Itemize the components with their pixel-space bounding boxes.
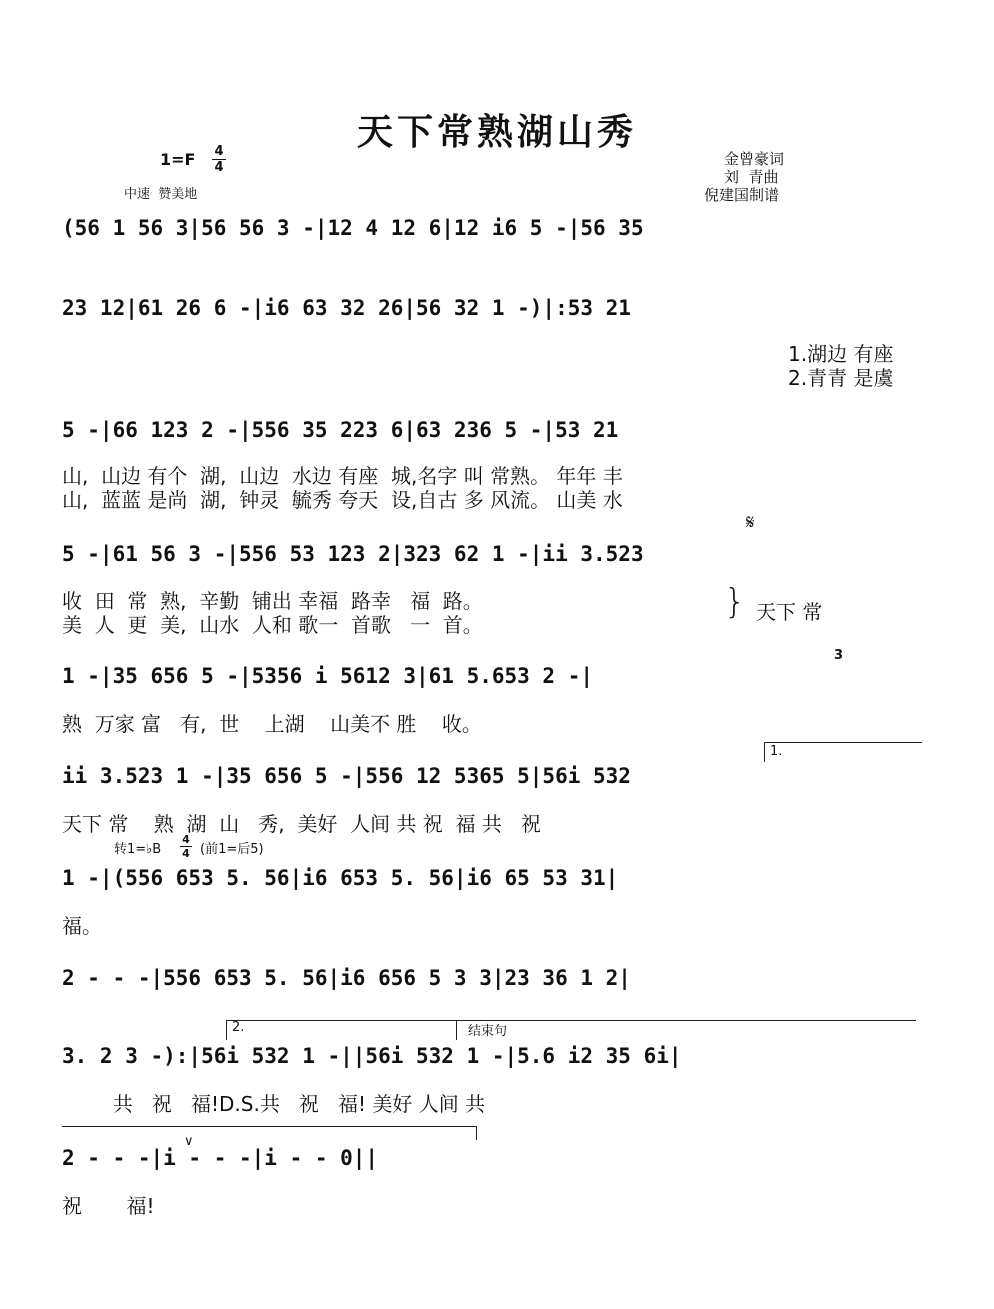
key-signature: 1=F — [160, 150, 196, 169]
lyric-line-9: 共 祝 福!D.S.共 祝 福! 美好 人间 共 — [62, 1092, 486, 1116]
ending-label: 结束句 — [468, 1024, 508, 1039]
notation-line-4: 5 -|61 56 3 -|556 53 123 2|323 62 1 -|ii 3.523 — [62, 542, 644, 566]
volta-2-label: 2. — [232, 1020, 245, 1035]
arranger-credit: 倪建国制谱 — [704, 186, 780, 204]
lyric-line-6: 天下 常 熟 湖 山 秀, 美好 人间 共 祝 福 共 祝 — [62, 812, 541, 836]
lyric-line-10: 祝 福! — [62, 1194, 155, 1218]
modulation-time-num: 4 — [182, 833, 190, 846]
lyric-line-5: 熟 万家 富 有, 世 上湖 山美不 胜 收。 — [62, 712, 482, 736]
time-signature — [212, 145, 226, 174]
notation-line-10: 2 - - -|i - - -|i - - 0|| — [62, 1146, 379, 1170]
notation-line-3: 5 -|66 123 2 -|556 35 223 6|63 236 5 -|53 21 — [62, 418, 619, 442]
modulation-key: 转1=♭B — [114, 842, 162, 857]
lyric-line-3-verse-2: 山, 蓝蓝 是尚 湖, 钟灵 毓秀 夸天 设,自古 多 风流。 山美 水 — [62, 488, 623, 512]
tempo-marking: 中速 赞美地 — [124, 187, 198, 202]
refrain-cue: 天下 常 — [756, 600, 823, 624]
notation-line-7: 1 -|(556 653 5. 56|i6 653 5. 56|i6 65 53 31| — [62, 866, 619, 890]
lyric-line-4-verse-1: 收 田 常 熟, 辛勤 铺出 幸福 路幸 福 路。 — [62, 589, 483, 613]
grace-note: 3 — [834, 648, 844, 663]
lyric-line-4-verse-2: 美 人 更 美, 山水 人和 歌一 首歌 一 首。 — [62, 613, 483, 637]
volta-1-bracket — [764, 742, 922, 743]
lyric-line-7: 福。 — [62, 914, 102, 938]
notation-line-8: 2 - - -|556 653 5. 56|i6 656 5 3 3|23 36 1 2| — [62, 966, 631, 990]
volta-1-label: 1. — [770, 744, 783, 759]
ending-hook — [456, 1020, 457, 1040]
verse-label-1: 1.湖边 有座 — [788, 342, 894, 366]
notation-line-5: 1 -|35 656 5 -|5356 i 5612 3|61 5.653 2 -| — [62, 664, 594, 688]
song-title: 天下常熟湖山秀 — [356, 112, 637, 153]
time-sig-num: 4 — [214, 144, 224, 159]
notation-line-6: ii 3.523 1 -|35 656 5 -|556 12 5365 5|56i 532 — [62, 764, 631, 788]
verse-brace-icon: } — [724, 582, 746, 622]
volta-2-bracket — [226, 1020, 916, 1021]
volta-1-hook — [764, 742, 765, 762]
breath-mark: ∨ — [184, 1134, 194, 1149]
ending-extension-line — [62, 1126, 476, 1127]
verse-label-2: 2.青青 是虞 — [788, 366, 894, 390]
notation-line-2: 23 12|61 26 6 -|i6 63 32 26|56 32 1 -)|:53 21 — [62, 296, 631, 320]
modulation-time-signature — [180, 834, 192, 859]
ending-extension-hook — [476, 1126, 477, 1140]
modulation-time-den: 4 — [182, 847, 190, 860]
composer-credit: 刘 青曲 — [724, 168, 779, 186]
notation-line-9: 3. 2 3 -):|56i 532 1 -||56i 532 1 -|5.6 i2 35 6i| — [62, 1044, 682, 1068]
time-sig-den: 4 — [214, 160, 224, 175]
lyricist-credit: 金曾豪词 — [724, 150, 785, 168]
modulation-note: (前1=后5) — [200, 842, 264, 857]
segno-sign: 𝄋 — [746, 510, 755, 534]
volta-2-hook — [226, 1020, 227, 1040]
lyric-line-3-verse-1: 山, 山边 有个 湖, 山边 水边 有座 城,名字 叫 常熟。 年年 丰 — [62, 464, 623, 488]
notation-line-1: (56 1 56 3|56 56 3 -|12 4 12 6|12 i6 5 -|56 35 — [62, 216, 644, 240]
